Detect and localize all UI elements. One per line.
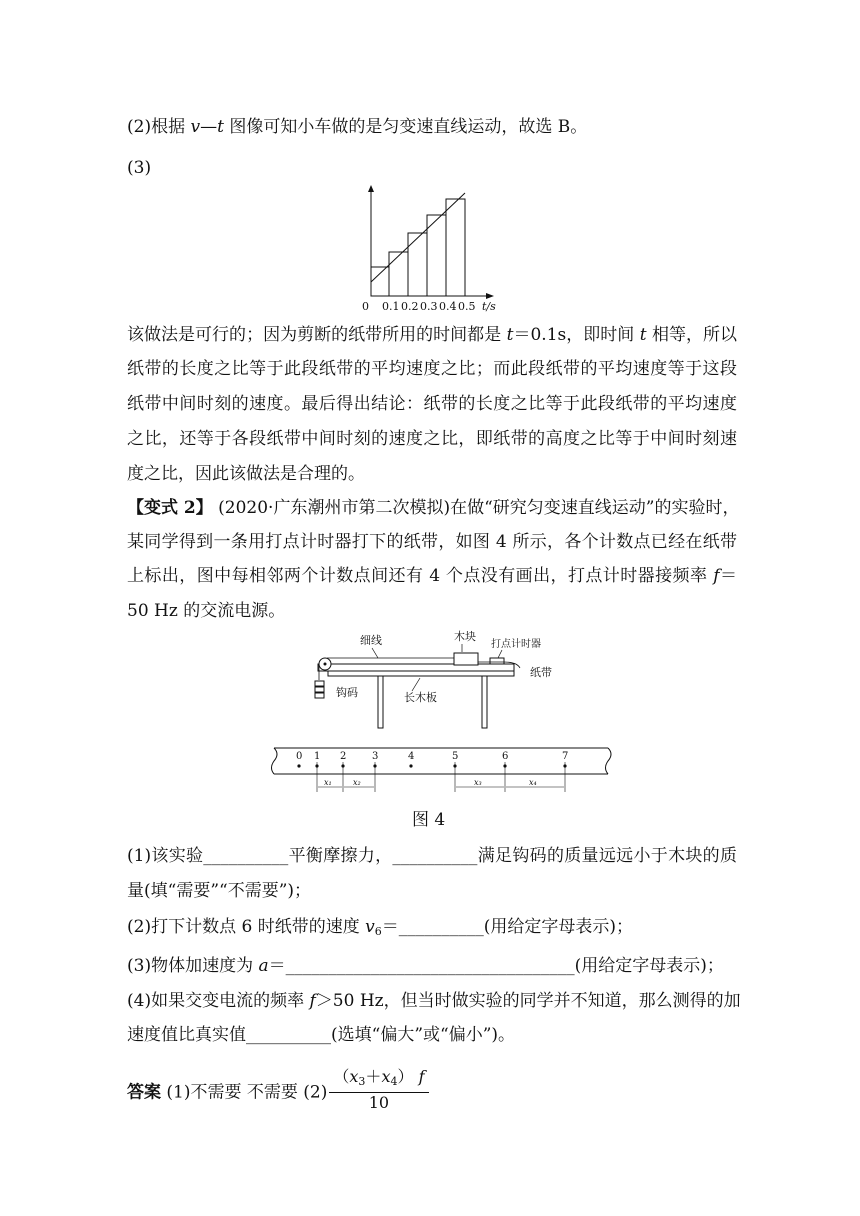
axis-label: t/s: [482, 300, 496, 313]
block-label: 木块: [454, 630, 476, 643]
weight-label: 钩码: [336, 686, 358, 699]
block: [454, 653, 478, 665]
question-2: (2)打下计数点 6 时纸带的速度 $v_6=\_\_\_\_\_\_\_\_\_\_$(用给定字母表示)；: [127, 917, 633, 938]
question-3: (3)物体加速度为 a＝__________________________________(用给定字母表示)；: [127, 956, 724, 976]
timer-label: 打点计时器: [491, 639, 541, 650]
answer-line: 答案 (1)不需要 不需要 (2) $\frac{(x_3+x_4) f}{10}$: [127, 1070, 429, 1116]
variant-line-1: 【变式 2】 (2020·广东潮州市第二次模拟)在做“研究匀变速直线运动”的实验时，: [127, 498, 740, 518]
origin-label: 0: [362, 300, 369, 313]
timer: [490, 658, 504, 664]
part3-label: (3): [127, 158, 152, 178]
weights: [315, 681, 324, 686]
x3-label: x₃: [474, 778, 482, 787]
strip-3: [408, 233, 427, 296]
tick-label: 0.2: [401, 300, 419, 313]
question-4-line-1: (4)如果交变电流的频率 f＞50 Hz，但当时做实验的同学并不知道，那么测得的加: [127, 991, 741, 1011]
tick-label: 0.1: [382, 300, 400, 313]
explain-line-3: 纸带中间时刻的速度。最后得出结论：纸带的长度之比等于此段纸带的平均速度: [127, 394, 737, 414]
fit-line: [371, 193, 465, 282]
answer-fraction: $\frac{(x_3+x_4) f}{10}$: [329, 1067, 428, 1113]
explain-line-1: 该做法是可行的；因为剪断的纸带所用的时间都是 t＝0.1s，即时间 t 相等，所以: [127, 325, 738, 345]
x2-label: x₂: [353, 778, 361, 787]
explain-line-4: 之比，还等于各段纸带中间时刻的速度之比，即纸带的高度之比等于中间时刻速: [127, 429, 737, 449]
variant-line-3: 上标出，图中每相邻两个计数点间还有 4 个点没有画出，打点计时器接频率 f＝: [127, 566, 737, 586]
figure-caption: 图 4: [412, 810, 446, 830]
question-1-line-1: (1)该实验__________平衡摩擦力，__________满足钩码的质量远远小于木块的质: [127, 846, 737, 866]
strip-5: [446, 199, 465, 296]
point-label: 4: [408, 751, 415, 762]
strip-4: [427, 215, 446, 296]
strip-1: [371, 267, 389, 296]
tick-label: 0.3: [420, 300, 438, 313]
point-label: 7: [562, 751, 569, 762]
point-label: 6: [502, 751, 509, 762]
question-4-line-2: 速度值比真实值__________(选填“偏大”或“偏小”)。: [127, 1025, 516, 1045]
apparatus-diagram: [312, 626, 552, 732]
x4-label: x₄: [529, 778, 537, 787]
point-label: 1: [314, 751, 321, 762]
explain-line-2: 纸带的长度之比等于此段纸带的平均速度之比；而此段纸带的平均速度等于这段: [127, 359, 737, 379]
point-label: 2: [340, 751, 347, 762]
explain-line-5: 度之比，因此该做法是合理的。: [127, 464, 365, 484]
variant-line-4: 50 Hz 的交流电源。: [127, 601, 286, 621]
part2-text: (2)根据 v—t 图像可知小车做的是匀变速直线运动，故选 B。: [127, 117, 588, 137]
point-label: 0: [296, 751, 303, 762]
tick-label: 0.4: [439, 300, 457, 313]
question-1-line-2: 量(填“需要”“不需要”)；: [127, 881, 312, 901]
tape-strip-chart: [360, 180, 510, 315]
tick-label: 0.5: [458, 300, 476, 313]
point-label: 3: [372, 751, 379, 762]
tape-label: 纸带: [530, 666, 552, 679]
paper-tape-diagram: [270, 742, 614, 800]
string-label: 细线: [360, 634, 382, 647]
point-label: 5: [452, 751, 459, 762]
variant-line-2: 某同学得到一条用打点计时器打下的纸带，如图 4 所示，各个计数点已经在纸带: [127, 532, 737, 552]
strip-2: [389, 252, 408, 296]
x1-label: x₁: [324, 778, 332, 787]
variant-tag: 【变式 2】: [127, 498, 213, 518]
answer-label: 答案: [127, 1082, 161, 1103]
board-label: 长木板: [404, 691, 437, 704]
